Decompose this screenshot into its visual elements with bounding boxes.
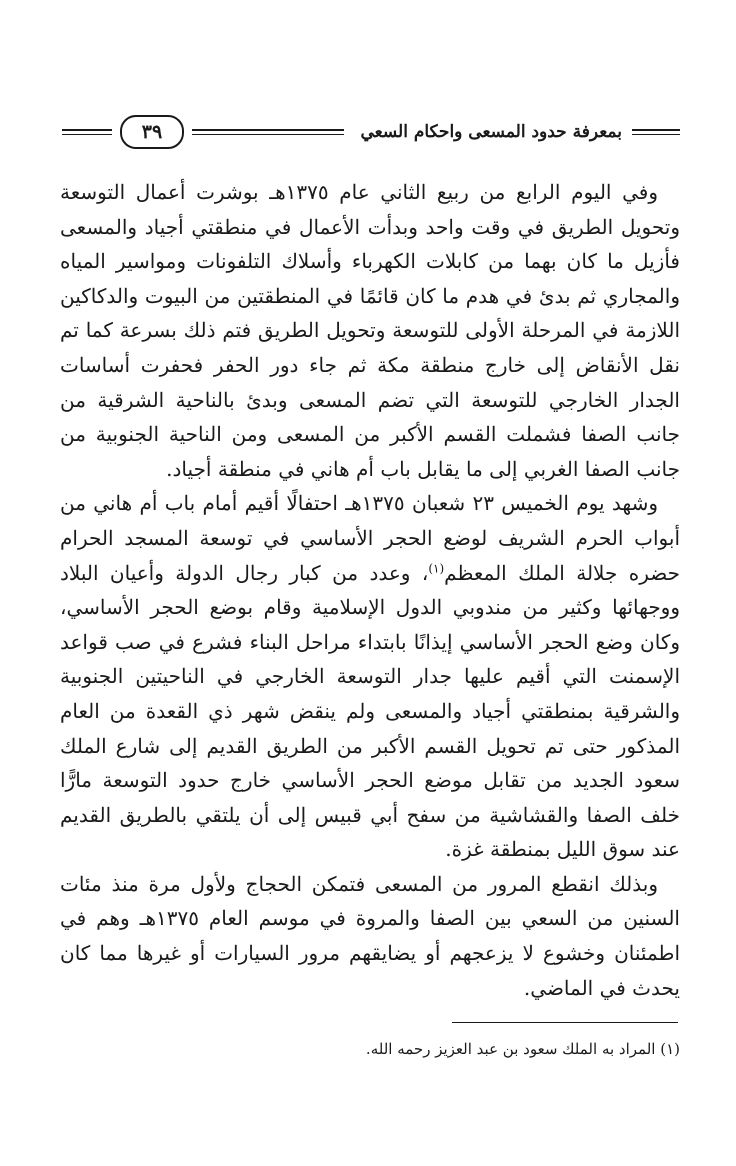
header-rule-right [632,129,680,135]
paragraph-2-after-ref: ، وعدد من كبار رجال الدولة وأعيان البلاد ووجهائها وكثير من مندوبي الدول الإسلامية وقام بوضع الحجر الأساسي، وكان وضع الحجر الأساسي إيذانًا بابتداء مراحل البناء فشرع في صب قواعد الإسمنت التي أقيم عليها جدار التوسعة الخارجي في الناحيتين الجنوبية والشرقية بمنطقتي أجياد والمسعى ولم ينقض شهر ذي القعدة من العام المذكور حتى تم تحويل القسم الأكبر من الطريق القديم إلى شارع الملك سعود الجديد من تقابل موضع الحجر الأساسي خارج حدود التوسعة مارًّا خلف الصفا والقشاشية من سفح أبي قبيس إلى أن يلتقي بالطريق القديم عند سوق الليل بمنطقة غزة. [60,560,680,862]
footnote-separator [452,1022,678,1023]
running-title: بمعرفة حدود المسعى واحكام السعي [360,122,622,142]
paragraph-3: وبذلك انقطع المرور من المسعى فتمكن الحجاج ولأول مرة منذ مئات السنين من السعي بين الصفا والمروة في موسم العام ١٣٧٥هـ وهم في اطمئنان وخشوع لا يزعجهم أو يضايقهم مرور السيارات أو غيرها مما كان يحدث في الماضي. [60,871,680,1000]
page-number: ٣٩ [120,115,184,149]
page-header [62,112,680,152]
header-rule-left [62,129,112,135]
footnote: (١) المراد به الملك سعود بن عبد العزيز رحمه الله. [365,1040,680,1058]
footnote-reference[interactable]: (١) [428,560,445,575]
paragraph-2-before-ref: وشهد يوم الخميس ٢٣ شعبان ١٣٧٥هـ احتفالًا أقيم أمام باب أم هاني من أبواب الحرم الشريف لوضع الحجر الأساسي في توسعة المسجد الحرام حضره جلالة الملك المعظم [60,491,680,585]
body-text [60,175,680,1005]
header-rule-middle [192,129,344,135]
paragraph-1: وفي اليوم الرابع من ربيع الثاني عام ١٣٧٥هـ بوشرت أعمال التوسعة وتحويل الطريق في وقت واحد وبدأت الأعمال في منطقتي أجياد والمسعى فأزيل ما كان بهما من كابلات الكهرباء وأسلاك التلفونات ومواسير المياه والمجاري ثم بدئ في هدم ما كان قائمًا في المنطقتين من البيوت والدكاكين اللازمة في المرحلة الأولى للتوسعة وتحويل الطريق فتم ذلك بسرعة كما تم نقل الأنقاض إلى خارج منطقة مكة ثم جاء دور الحفر فحفرت أساسات الجدار الخارجي للتوسعة التي تضم المسعى وبدئ بالناحية الشرقية من جانب الصفا فشملت القسم الأكبر من المسعى ومن الناحية الجنوبية من جانب الصفا الغربي إلى ما يقابل باب أم هاني في منطقة أجياد. [60,180,680,481]
paragraph-2 [60,486,680,867]
